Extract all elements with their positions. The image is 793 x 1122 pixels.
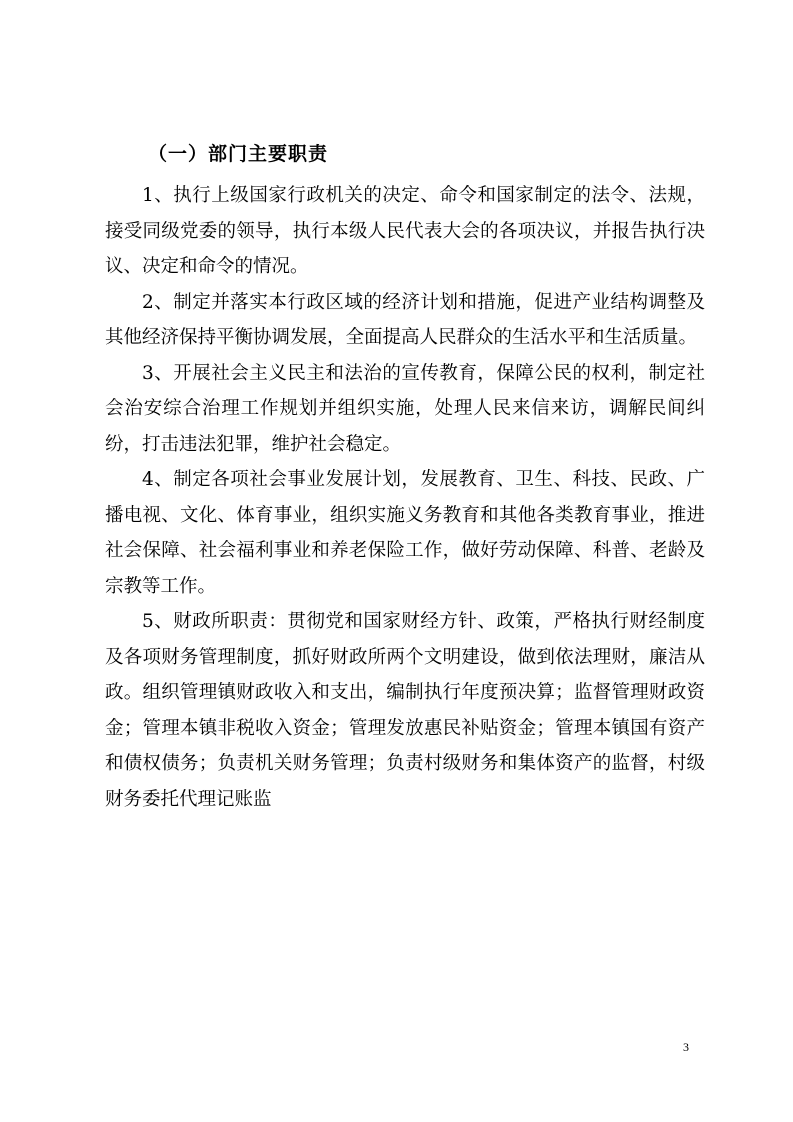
paragraph-4: 4、制定各项社会事业发展计划，发展教育、卫生、科技、民政、广播电视、文化、体育事业，组织实施义务教育和其他各类教育事业，推进社会保障、社会福利事业和养老保险工作，做好劳动保障、科普、老龄及宗教等工作。	[105, 469, 705, 597]
paragraph-5: 5、财政所职责：贯彻党和国家财经方针、政策，严格执行财经制度及各项财务管理制度，抓好财政所两个文明建设，做到依法理财，廉洁从政。组织管理镇财政收入和支出，编制执行年度预决算；监督管理财政资金；管理本镇非税收入资金；管理发放惠民补贴资金；管理本镇国有资产和债权债务；负责机关财务管理；负责村级财务和集体资产的监督，村级财务委托代理记账监	[105, 611, 705, 810]
paragraph-3: 3、开展社会主义民主和法治的宣传教育，保障公民的权利，制定社会治安综合治理工作规划并组织实施，处理人民来信来访，调解民间纠纷，打击违法犯罪，维护社会稳定。	[105, 362, 705, 455]
section-heading: （一）部门主要职责	[148, 143, 329, 165]
page-number: 3	[683, 1040, 689, 1054]
paragraph-1: 1、执行上级国家行政机关的决定、命令和国家制定的法令、法规，接受同级党委的领导，执行本级人民代表大会的各项决议，并报告执行决议、决定和命令的情况。	[105, 185, 705, 277]
body-text	[105, 178, 705, 817]
paragraph-2: 2、制定并落实本行政区域的经济计划和措施，促进产业结构调整及其他经济保持平衡协调发展，全面提高人民群众的生活水平和生活质量。	[105, 291, 705, 348]
